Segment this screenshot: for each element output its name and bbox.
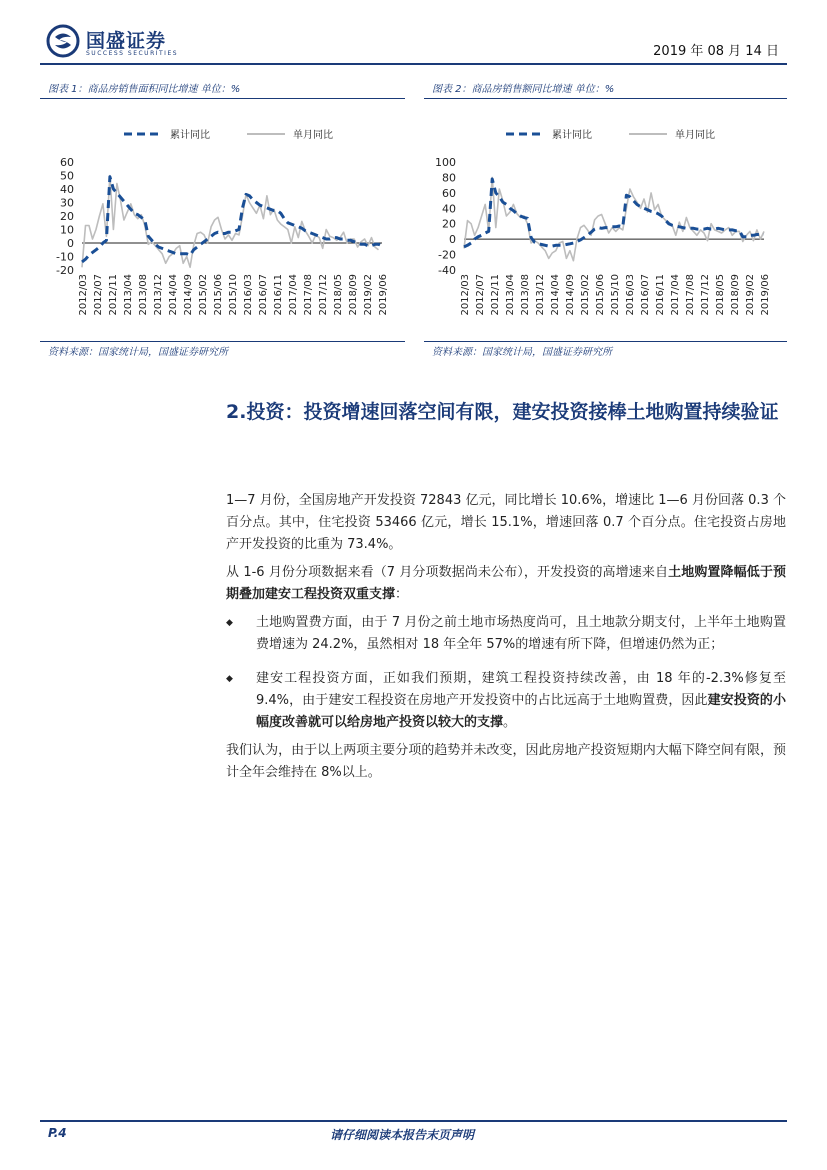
- figure-1-title: 图表 1：商品房销售面积同比增速 单位：%: [48, 84, 241, 95]
- paragraph-2-lead: 从 1-6 月份分项数据来看（7 月分项数据尚未公布），开发投资的高增速来自: [226, 565, 669, 580]
- bullet-diamond-icon: ◆: [226, 618, 233, 628]
- x-tick-label: 2017/12: [700, 274, 711, 316]
- section-title: 2.投资：投资增速回落空间有限，建安投资接棒土地购置持续验证: [226, 401, 779, 423]
- paragraph-2-tail: ：: [395, 587, 409, 602]
- x-tick-label: 2018/05: [715, 274, 726, 316]
- page-number: P.4: [48, 1126, 67, 1140]
- legend-label-1: 累计同比: [552, 130, 592, 141]
- x-tick-label: 2018/05: [333, 274, 344, 316]
- x-tick-label: 2014/04: [168, 274, 179, 316]
- y-tick-label: 20: [60, 210, 74, 223]
- x-tick-label: 2017/04: [670, 274, 681, 316]
- report-date: 2019 年 08 月 14 日: [653, 44, 779, 59]
- x-tick-label: 2016/07: [640, 274, 651, 316]
- x-tick-label: 2015/10: [228, 274, 239, 316]
- bullet-item-2-tail: 。: [503, 715, 517, 730]
- y-tick-label: 30: [60, 196, 74, 210]
- x-tick-label: 2014/09: [183, 274, 194, 316]
- x-tick-label: 2012/11: [108, 274, 119, 316]
- figure-2-source: 资料来源：国家统计局，国盛证券研究所: [432, 347, 612, 358]
- x-tick-label: 2013/08: [138, 274, 149, 316]
- y-tick-label: -20: [56, 264, 74, 277]
- y-tick-label: 60: [60, 156, 74, 169]
- bullet-item-2: [226, 668, 786, 734]
- figure-2-bottom-rule: [424, 341, 787, 342]
- brand-subtitle: SUCCESS SECURITIES: [86, 50, 179, 57]
- legend-label-1: 累计同比: [170, 130, 210, 141]
- paragraph-2: [226, 562, 786, 606]
- x-tick-label: 2016/07: [258, 274, 269, 316]
- y-tick-label: 60: [442, 186, 456, 200]
- chart-1: [42, 112, 402, 337]
- paragraph-2-emphasis: 土地购置降幅低于预期叠加建安工程投资双重支撑: [226, 565, 786, 602]
- bullet-item-2-emphasis: 建安投资的小幅度改善就可以给房地产投资以较大的支撑: [256, 693, 786, 730]
- x-tick-label: 2015/10: [610, 274, 621, 316]
- x-tick-label: 2014/04: [550, 274, 561, 316]
- x-tick-label: 2017/08: [685, 274, 696, 316]
- x-tick-label: 2012/07: [475, 274, 486, 316]
- x-tick-label: 2012/07: [93, 274, 104, 316]
- paragraph-3: 我们认为，由于以上两项主要分项的趋势并未改变，因此房地产投资短期内大幅下降空间有限，预计全年会维持在 8%以上。: [226, 743, 786, 780]
- y-tick-label: 10: [60, 223, 74, 237]
- page-header: [40, 22, 787, 62]
- x-tick-label: 2012/11: [490, 274, 501, 316]
- y-tick-label: 50: [60, 169, 74, 183]
- x-tick-label: 2019/02: [745, 274, 756, 316]
- y-tick-label: 40: [442, 202, 456, 216]
- x-tick-label: 2015/02: [580, 274, 591, 316]
- series-line-monthly: [464, 177, 764, 260]
- x-tick-label: 2013/04: [123, 274, 134, 316]
- x-tick-label: 2019/06: [760, 274, 771, 316]
- bullet-item-1-text: 土地购置费方面，由于 7 月份之前土地市场热度尚可，且土地款分期支付，上半年土地购置费增速为 24.2%，虽然相对 18 年全年 57%的增速有所下降，但增速仍然为正；: [256, 615, 786, 652]
- brand-logo-icon: [46, 24, 80, 58]
- y-tick-label: 0: [67, 237, 74, 250]
- bullet-diamond-icon: ◆: [226, 674, 233, 684]
- bullet-item-2-text: [256, 668, 786, 734]
- x-tick-label: 2019/02: [363, 274, 374, 316]
- x-tick-label: 2018/09: [348, 274, 359, 316]
- footer-rule: [40, 1120, 787, 1122]
- x-tick-label: 2013/12: [153, 274, 164, 316]
- figure-1-source: 资料来源：国家统计局，国盛证券研究所: [48, 347, 228, 358]
- series-line-monthly: [82, 176, 379, 268]
- y-tick-label: 0: [449, 233, 456, 247]
- x-tick-label: 2017/12: [318, 274, 329, 316]
- x-tick-label: 2016/11: [273, 274, 284, 316]
- x-tick-label: 2012/03: [78, 274, 89, 316]
- y-tick-label: -10: [56, 250, 74, 264]
- y-tick-label: -40: [438, 264, 456, 277]
- x-tick-label: 2018/09: [730, 274, 741, 316]
- y-tick-label: 100: [435, 156, 456, 169]
- bullet-item-2-lead: 建安工程投资方面，正如我们预期，建筑工程投资持续改善，由 18 年的-2.3%修复至 9.4%，由于建安工程投资在房地产开发投资中的占比远高于土地购置费，因此: [256, 671, 786, 708]
- legend-label-2: 单月同比: [675, 130, 715, 141]
- x-tick-label: 2019/06: [378, 274, 389, 316]
- x-tick-label: 2016/03: [243, 274, 254, 316]
- x-tick-label: 2016/03: [625, 274, 636, 316]
- legend-label-2: 单月同比: [293, 130, 333, 141]
- brand-logo: [46, 24, 196, 64]
- series-line-cumulative: [82, 177, 382, 262]
- x-tick-label: 2015/06: [595, 274, 606, 316]
- figure-2-top-rule: [424, 98, 787, 99]
- chart-2: [424, 112, 784, 337]
- y-tick-label: 20: [442, 217, 456, 231]
- figure-2-title: 图表 2：商品房销售额同比增速 单位：%: [432, 84, 615, 95]
- x-tick-label: 2017/04: [288, 274, 299, 316]
- paragraph-1: 1—7 月份，全国房地产开发投资 72843 亿元，同比增长 10.6%，增速比 1—6 月份回落 0.3 个百分点。其中，住宅投资 53466 亿元，增长 15.1%，增速回落 0.7 个百分点。住宅投资占房地产开发投资的比重为 73.4%。: [226, 493, 786, 552]
- figure-1-bottom-rule: [40, 341, 405, 342]
- x-tick-label: 2014/09: [565, 274, 576, 316]
- x-tick-label: 2013/04: [505, 274, 516, 316]
- x-tick-label: 2015/06: [213, 274, 224, 316]
- x-tick-label: 2017/08: [303, 274, 314, 316]
- y-tick-label: -20: [438, 248, 456, 262]
- x-tick-label: 2012/03: [460, 274, 471, 316]
- figure-1-top-rule: [40, 98, 405, 99]
- brand-name: 国盛证券: [86, 30, 167, 52]
- y-tick-label: 40: [60, 183, 74, 196]
- x-tick-label: 2013/08: [520, 274, 531, 316]
- x-tick-label: 2013/12: [535, 274, 546, 316]
- footer-disclaimer: 请仔细阅读本报告末页声明: [330, 1128, 475, 1142]
- x-tick-label: 2016/11: [655, 274, 666, 316]
- x-tick-label: 2015/02: [198, 274, 209, 316]
- y-tick-label: 80: [442, 171, 456, 185]
- header-rule: [40, 63, 787, 65]
- bullet-item-1: [226, 612, 786, 656]
